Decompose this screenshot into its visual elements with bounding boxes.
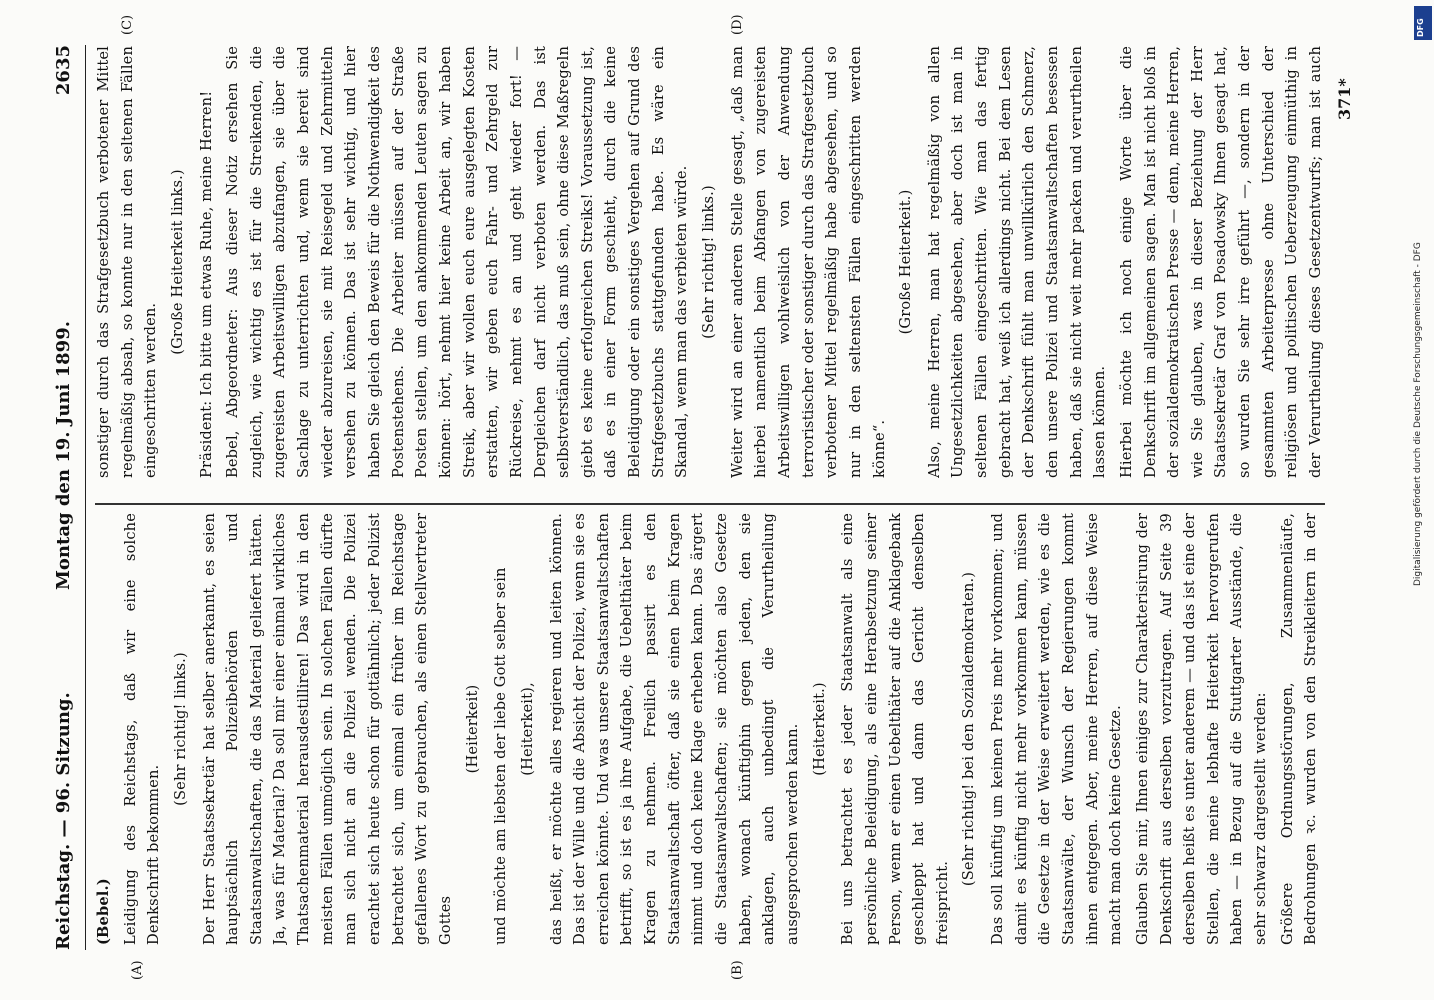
left-column [92,513,1327,945]
digitization-note: Digitalisierung gefördert durch die Deutsche Forschungsgemeinschaft - DFG [1413,242,1423,586]
paragraph: Größere Ordnungsstörungen, Zusammenläufe, Bedrohungen ꝛc. wurden von den Streikleitern in der [1278,513,1320,945]
paragraph: (Heiterkeit.) [810,682,828,776]
paragraph: (Sehr richtig! links.) [700,185,718,339]
paragraph: (Heiterkeit) [463,684,481,774]
paragraph: Weiter wird an einer anderen Stelle gesagt, „daß man hierbei namentlich beim Abfangen von zugereisten Arbeitswilligen wohlweislich von der Anwendung terroristischer oder sonstiger durch das Strafgesetzbuch verbotener Mittel regelmäßig habe abgesehen, und so nur in den seltensten Fällen eingeschritten werden könne“. [728,46,888,478]
paragraph: (Große Heiterkeit links.) [168,169,186,355]
page-number: 2635 [53,45,74,96]
paragraph: Glauben Sie mir, Ihnen einiges zur Charakterisirung der Denkschrift aus derselben vorzutragen. Auf Seite 39 derselben heißt es unter anderem — und das ist eine der Stellen, die meine lebhafte Heiterkeit hervorgerufen haben — in Bezug auf die Stuttgarter Ausstände, die sehr schwarz dargestellt werden: [1133,513,1270,945]
paragraph: (Große Heiterkeit.) [897,189,915,335]
paragraph: sonstiger durch das Strafgesetzbuch verbotener Mittel regelmäßig absah, so konnte nur in den seltenen Fällen eingeschritten werden. [95,46,160,478]
margin-mark-b: (B) [730,960,745,980]
page-header [45,45,86,950]
paragraph: (Sehr richtig! bei den Sozialdemokraten.) [960,571,978,887]
paragraph: Der Herr Staatssekretär hat selber anerkannt, es seien hauptsächlich Polizeibehörden und Staatsanwaltschaften, die das Material geliefert hätten. Ja, was für Material? Da soll mir einer einmal wirkliches Thatsachenmaterial herausdestilliren! Das wird in den meisten Fällen unmöglich sein. In solchen Fällen dürfte man sich nicht an die Polizei wenden. Die Polizei erachtet sich heute schon für gottähnlich; jeder Polizist betrachtet sich, um einmal ein früher im Reichstage gefallenes Wort zu gebrauchen, als einen Stellvertreter Gottes [200,513,454,945]
column-divider [95,504,1325,506]
paragraph: Bebel, Abgeordneter: Aus dieser Notiz ersehen Sie zugleich, wie wichtig es ist für die Streikenden, die zugereisten Arbeitswilligen abzufangen, sie über die Sachlage zu unterrichten und, wenn sie bereit sind wieder abzureisen, sie mit Reisegeld und Zehrmitteln versehen zu können. Das ist sehr wichtig, und hier haben Sie gleich den Beweis für die Nothwendigkeit des Postenstehens. Die Arbeiter müssen auf der Straße Posten stellen, um den ankommenden Leuten sagen zu können: hört, nehmt hier keine Arbeit an, wir haben Streik, aber wir wollen euch eure ausgelegten Kosten erstatten, wir geben euch Fahr- und Zehrgeld zur Rückreise, nehmt es an und geht wieder fort! — Dergleichen darf nicht verboten werden. Das ist selbstverständlich, das muß sein, ohne diese Maßregeln giebt es keine erfolgreichen Streiks! Voraussetzung ist, daß es in einer Form geschieht, durch die keine Beleidigung oder ein sonstiges Vergehen auf Grund des Strafgesetzbuchs stattgefunden habe. Es wäre ein Skandal, wenn man das verbieten würde. [224,46,691,478]
paragraph: Bei uns betrachtet es jeder Staatsanwalt als eine persönliche Beleidigung, als eine Herabsetzung seiner Person, wenn er einen Uebelthäter auf die Anklagebank geschleppt hat und dann das Gericht denselben freispricht. [839,513,951,945]
dfg-logo-text: DFG [1416,18,1425,37]
digitization-strip [1412,0,1434,1000]
paragraph: (Bebel.) [95,878,112,945]
right-column [92,46,1327,478]
paragraph: Also, meine Herren, man hat regelmäßig von allen Ungesetzlichkeiten abgesehen, aber doch ist man in seltenen Fällen eingeschritten. Wie man das fertig gebracht hat, weiß ich allerdings nicht. Bei dem Lesen der Denkschrift fühlt man unwillkürlich den Schmerz, den unsere Polizei und Staatsanwaltschaften besessen haben, daß sie nicht weit mehr packen und verurtheilen lassen können. [925,46,1109,478]
sheet-mark: 371* [1335,78,1354,120]
dfg-logo [1414,6,1432,40]
paragraph: (Heiterkeit), [518,682,536,776]
margin-mark-a: (A) [130,960,145,980]
margin-mark-c: (C) [120,14,135,35]
paragraph: das heißt, er möchte alles regieren und leiten können. Das ist der Wille und die Absicht der Polizei, wenn sie es erreichen könnte. Und was unsere Staatsanwaltschaften betrifft, so ist es ja ihre Aufgabe, die Uebelthäter beim Kragen zu nehmen. Freilich passirt es den Staatsanwaltschaft öfter, daß sie einen beim Kragen nimmt und doch keine Klage erheben kann. Das ärgert die Staatsanwaltschaften; sie möchten also Gesetze haben, wonach künftighin gegen jeden, den sie anklagen, auch unbedingt die Verurtheilung ausgesprochen werden kann. [547,513,801,945]
paragraph: Das soll künftig um keinen Preis mehr vorkommen; und damit es künftig nicht mehr vorkommen kann, müssen die Gesetze in der Weise erweitert werden, wie es die Staatsanwälte, der Wunsch der Regierungen kommt ihnen entgegen. Aber, meine Herren, auf diese Weise macht man doch keine Gesetze. [989,513,1125,945]
paragraph: Präsident: Ich bitte um etwas Ruhe, meine Herren! [197,90,215,478]
paragraph: Hierbei möchte ich noch einige Worte über die Denkschrift im allgemeinen sagen. Man ist nicht bloß in der sozialdemokratischen Presse — denn, meine Herren, wie Sie glauben, was in dieser Beziehung der Herr Staatssekretär Graf von Posadowsky Ihnen gesagt hat, so wurden Sie sehr irre geführt —, sondern in der gesammten Arbeiterpresse ohne Unterschied der religiösen und politischen Ueberzeugung einmüthig in der Verurtheilung dieses Gesetzentwurfs; man ist auch [1117,46,1325,478]
paragraph: (Sehr richtig! links.) [171,652,189,806]
header-left: Reichstag. — 96. Sitzung. [53,692,74,950]
header-date: Montag den 19. Juni 1899. [53,321,74,590]
paragraph: und möchte am liebsten der liebe Gott selber sein [492,567,510,945]
margin-mark-d: (D) [730,14,745,35]
paragraph: Leidigung des Reichstags, daß wir eine solche Denkschrift bekommen. [121,513,163,945]
